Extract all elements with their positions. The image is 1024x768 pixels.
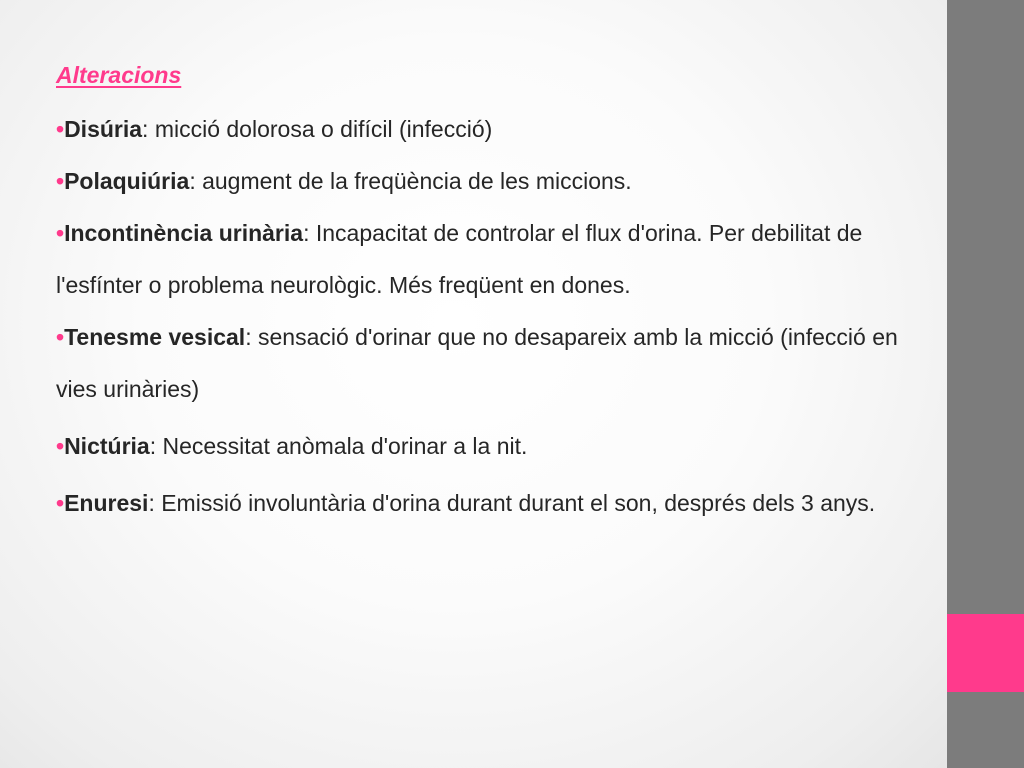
bullet-icon: • — [56, 116, 65, 142]
slide-content — [56, 56, 926, 529]
bullet-icon: • — [56, 220, 65, 246]
term-label: Nictúria — [64, 433, 150, 459]
bullet-icon: • — [56, 168, 65, 194]
term-description: : Incapacitat de controlar el flux d'orina. Per debilitat de l'esfínter o problema neurològic. Més freqüent en dones. — [56, 220, 863, 298]
term-description: : sensació d'orinar que no desapareix amb la micció (infecció en vies urinàries) — [56, 324, 898, 402]
list-item-nicturia — [56, 420, 926, 472]
list-item-enuresi — [56, 477, 926, 529]
term-label: Incontinència urinària — [64, 220, 304, 246]
slide-heading: Alteracions — [56, 62, 182, 88]
list-item-incontinencia — [56, 207, 926, 311]
term-description: : Necessitat anòmala d'orinar a la nit. — [149, 433, 528, 459]
term-label: Enuresi — [64, 490, 149, 516]
term-description: : augment de la freqüència de les miccions. — [189, 168, 632, 194]
list-item-tenesme — [56, 311, 926, 415]
list-item-polaquiuria — [56, 155, 926, 207]
term-label: Polaquiúria — [64, 168, 190, 194]
term-description: : micció dolorosa o difícil (infecció) — [142, 116, 493, 142]
bullet-icon: • — [56, 490, 65, 516]
term-label: Disúria — [64, 116, 143, 142]
list-item-disuria — [56, 103, 926, 155]
term-description: : Emissió involuntària d'orina durant durant el son, després dels 3 anys. — [148, 490, 876, 516]
side-accent-block — [947, 614, 1024, 692]
bullet-icon: • — [56, 324, 65, 350]
bullet-icon: • — [56, 433, 65, 459]
term-label: Tenesme vesical — [64, 324, 246, 350]
